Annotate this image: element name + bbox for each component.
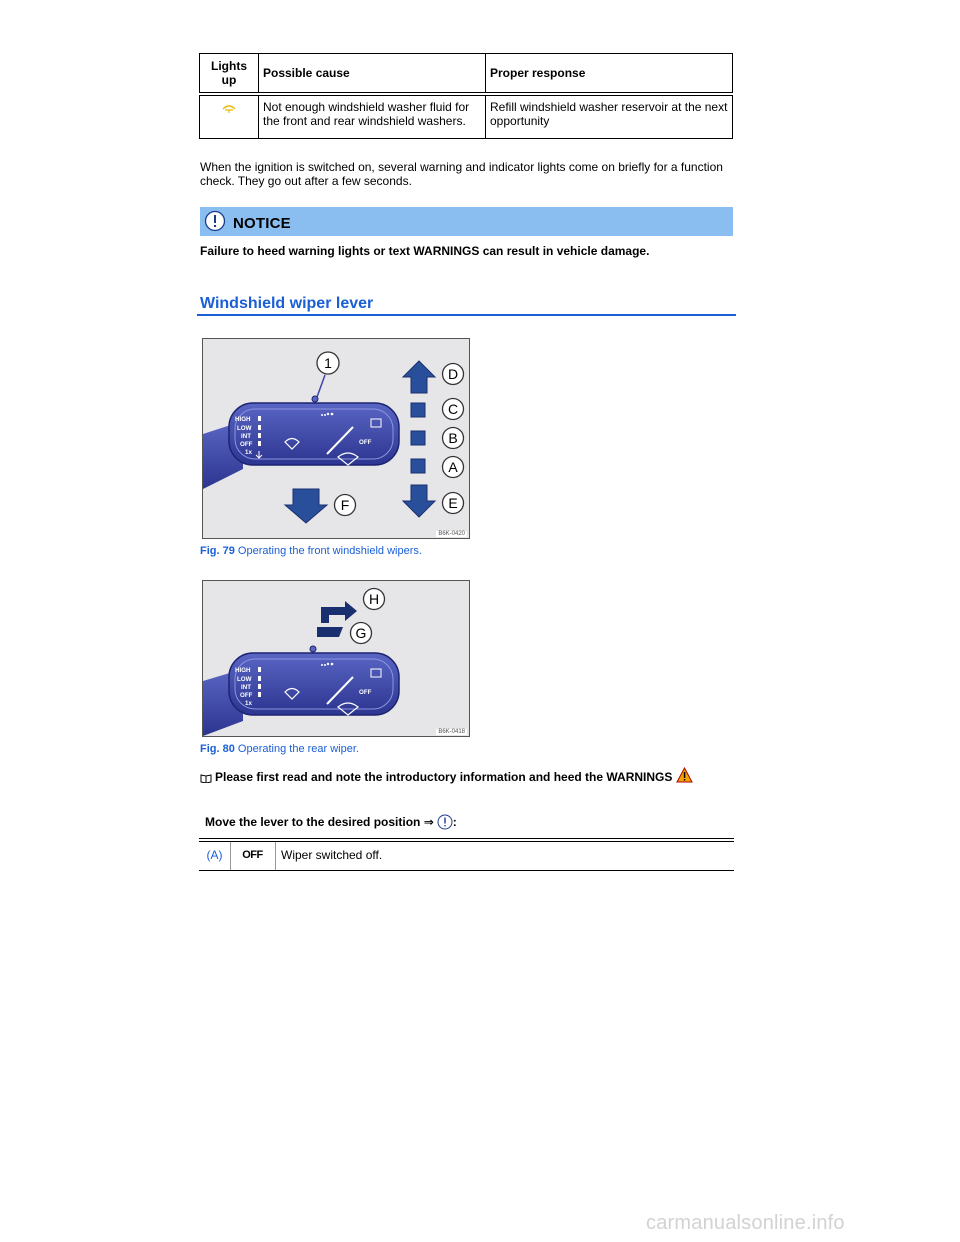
move-lever-colon: :	[452, 815, 457, 829]
proper-response-cell: Refill windshield washer reservoir at the next opportunity	[486, 94, 733, 139]
notice-title: NOTICE	[233, 215, 291, 232]
intro-note-text[interactable]: Please first read and note the introductory information and heed the WARNINGS	[215, 770, 673, 784]
lever-label-off-rear: OFF	[359, 439, 372, 446]
callout-h: H	[368, 591, 380, 607]
figure-79-image	[202, 338, 470, 539]
lights-up-cell	[200, 94, 259, 139]
callout-b: B	[448, 430, 458, 446]
lever-label-high: HIGH	[235, 667, 251, 674]
lever-label-low: LOW	[237, 425, 252, 432]
tab-g	[317, 627, 343, 637]
section-title: Windshield wiper lever	[200, 295, 374, 312]
position-a-box	[411, 459, 425, 473]
callout-1-label: 1	[324, 355, 332, 371]
position-c-box	[411, 403, 425, 417]
move-lever-instruction	[205, 814, 457, 830]
header-possible-cause: Possible cause	[259, 54, 486, 95]
lever-label-int: INT	[241, 684, 251, 691]
figure-80-code: B6K-0418	[438, 729, 465, 735]
position-description: Wiper switched off.	[281, 848, 383, 862]
rear-wiper-lever-illustration	[203, 581, 469, 736]
figure-80-caption-text: Operating the rear wiper.	[237, 743, 359, 755]
callout-e: E	[448, 495, 458, 511]
notice-text: Failure to heed warning lights or text WARNINGS can result in vehicle damage.	[200, 244, 650, 258]
lever-label-off-rear: OFF	[359, 689, 372, 696]
exclamation-circle-icon[interactable]	[437, 814, 453, 830]
figure-80-caption	[200, 743, 359, 755]
arrow-down-f	[285, 489, 327, 523]
section-divider	[197, 314, 736, 316]
wiper-positions-table	[199, 842, 734, 871]
arrow-down-e	[403, 485, 435, 517]
lever-label-low: LOW	[237, 676, 252, 683]
figure-80-number: Fig. 80	[200, 743, 235, 755]
arrow-h	[321, 601, 357, 623]
header-lights-up: Lights up	[200, 54, 259, 95]
table-header-row	[200, 54, 733, 95]
position-key[interactable]: (A)	[199, 842, 231, 870]
arrow-up-d	[403, 361, 435, 393]
lever-label-int: INT	[241, 433, 251, 440]
lever-label-off: OFF	[240, 441, 253, 448]
figure-79-caption	[200, 545, 422, 557]
figure-79-code: B6K-0420	[438, 531, 465, 537]
lever-label-off: OFF	[240, 692, 253, 699]
position-symbol: OFF	[230, 842, 276, 870]
callout-c: C	[447, 401, 459, 417]
callout-g: G	[355, 625, 367, 641]
figure-79-caption-text: Operating the front windshield wipers.	[237, 545, 422, 557]
possible-cause-cell: Not enough windshield washer fluid for the front and rear windshield washers.	[259, 94, 486, 139]
book-icon	[200, 773, 212, 783]
callout-d: D	[447, 366, 459, 382]
lever-label-high: HIGH	[235, 416, 251, 423]
table-row	[200, 94, 733, 139]
watermark: carmanualsonline.info	[646, 1212, 845, 1234]
warning-lights-table	[199, 53, 733, 139]
front-wiper-lever-illustration	[203, 339, 469, 538]
position-b-box	[411, 431, 425, 445]
figure-80-image	[202, 580, 470, 737]
notice-banner	[200, 207, 733, 236]
function-check-paragraph: When the ignition is switched on, several warning and indicator lights come on briefly for a function check. They go out after a few seconds.	[200, 160, 723, 188]
washer-fluid-icon	[222, 102, 236, 114]
lever-body	[229, 403, 399, 465]
exclamation-circle-icon	[204, 210, 226, 232]
callout-a: A	[448, 459, 458, 475]
warning-triangle-icon[interactable]	[676, 767, 693, 783]
header-proper-response: Proper response	[486, 54, 733, 95]
intro-note	[200, 767, 693, 784]
callout-f: F	[340, 497, 350, 513]
move-lever-text: Move the lever to the desired position ⇒	[205, 815, 434, 829]
lever-label-1x: 1x	[245, 449, 252, 456]
lever-body	[229, 653, 399, 715]
lever-label-1x: 1x	[245, 700, 252, 707]
figure-79-number: Fig. 79	[200, 545, 235, 557]
